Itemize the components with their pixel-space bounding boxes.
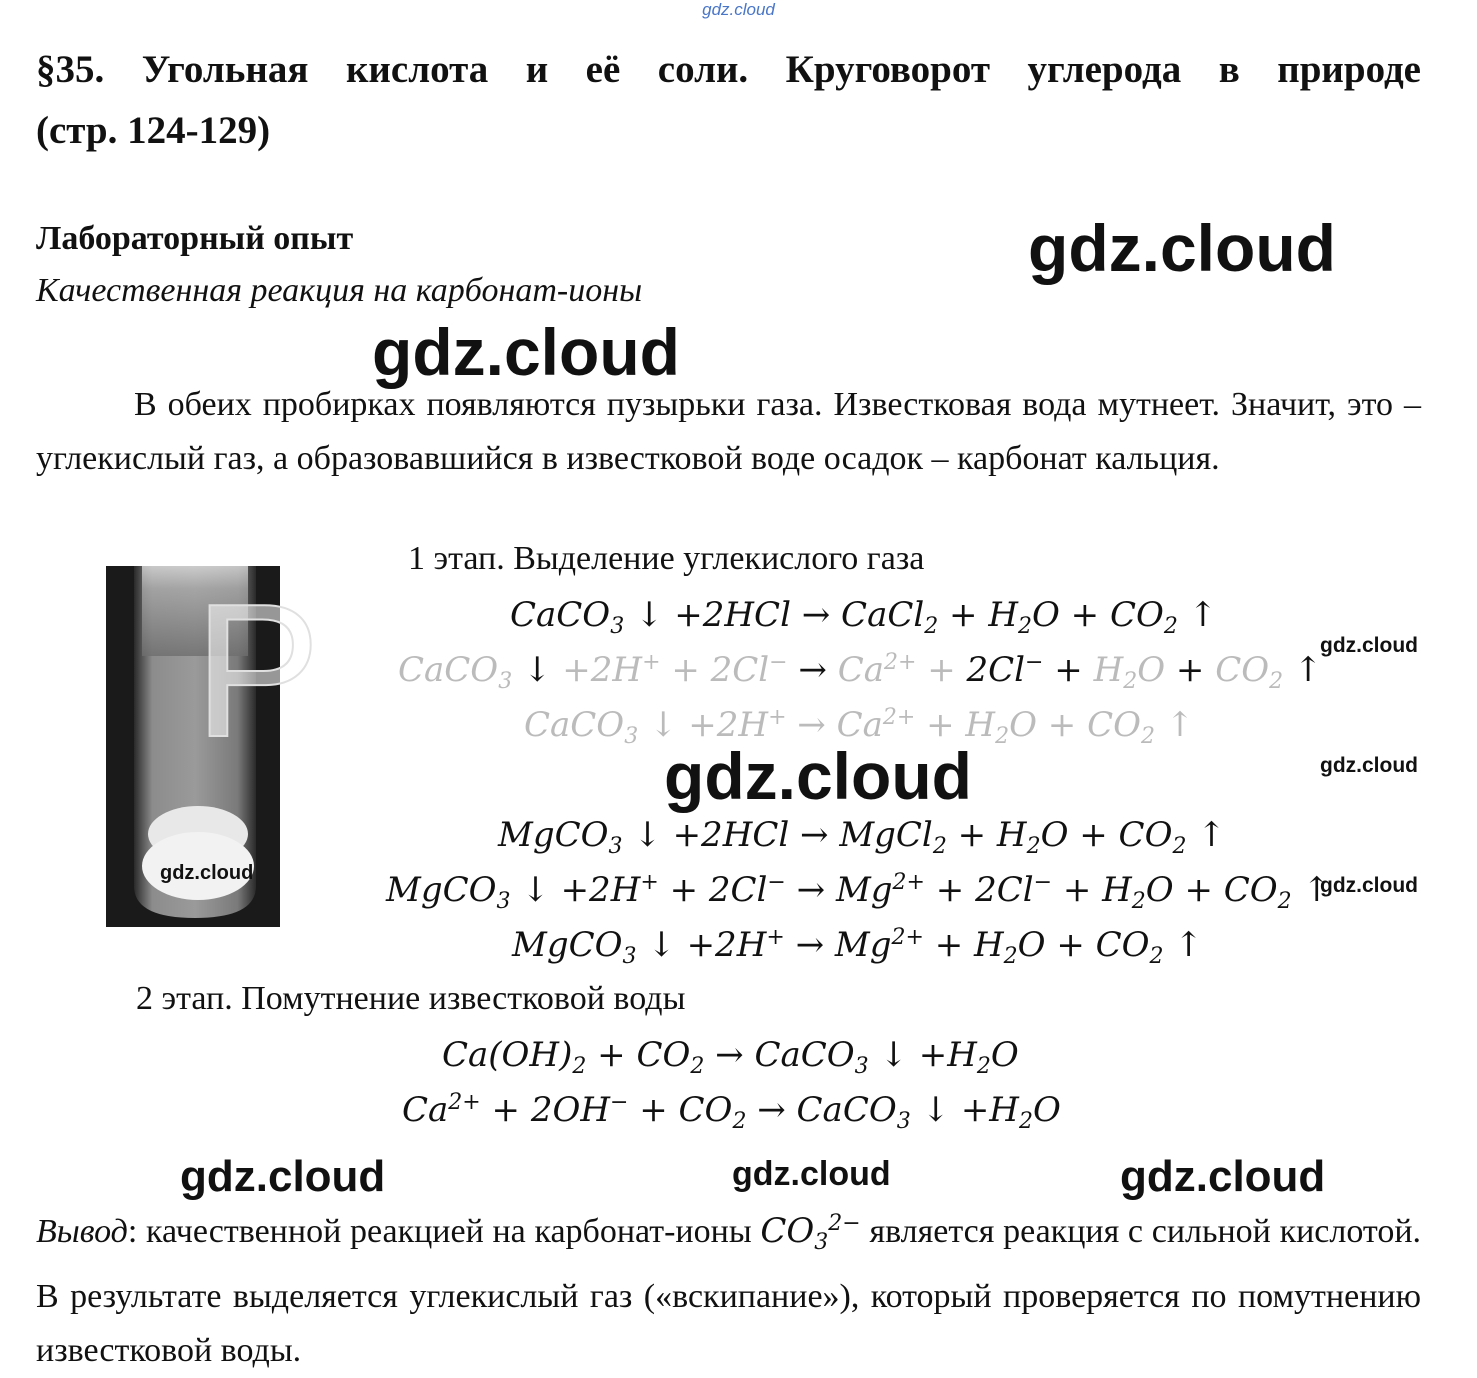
lab-subheading: Качественная реакция на карбонат-ионы: [36, 272, 643, 309]
conclusion-paragraph: [36, 1197, 1421, 1378]
equation-caco3-short-ionic: CaCO$_3$ ↓ $+2H^+ \to Ca^{2+} + H_2O + CO_2$ ↑: [524, 705, 1195, 749]
equation-limewater-molecular: $Ca(OH)_2 + CO_2$ → CaCO$_3$ ↓ $+H_2O$: [442, 1035, 1019, 1079]
watermark-small: gdz.cloud: [1320, 874, 1418, 897]
watermark-medium: gdz.cloud: [1120, 1152, 1326, 1201]
page-title-pages: (стр. 124-129): [36, 109, 271, 152]
conclusion-text-end: является реакция с сильной кислотой. В результате выделяется углекислый газ («вскипание»), который проверяется по помутнению известковой воды.: [36, 1213, 1422, 1369]
conclusion-text-start: : качественной реакцией на карбонат-ионы: [127, 1213, 752, 1250]
overlay-letter: P: [194, 565, 321, 777]
lab-heading: Лабораторный опыт: [36, 220, 354, 257]
top-watermark: gdz.cloud: [702, 0, 775, 19]
equation-caco3-molecular: CaCO$_3$ ↓ +2HCl → CaCl$_2$ + $H_2O + CO_2$ ↑: [510, 595, 1218, 639]
page-title: §35. Угольная кислота и её соли. Круговорот углерода в природе: [36, 48, 1421, 91]
equation-caco3-full-ionic: CaCO$_3$ ↓ $+2H^+ + 2Cl^- \to Ca^{2+} + 2Cl^- + H_2O + CO_2$ ↑: [398, 650, 1323, 694]
equation-mgco3-short-ionic: MgCO$_3$ ↓ $+2H^+ \to Mg^{2+} + H_2O + CO_2$ ↑: [512, 925, 1203, 969]
equation-limewater-ionic: $Ca^{2+} + 2OH^- + CO_2$ → CaCO$_3$ ↓ $+H_2O$: [402, 1090, 1061, 1134]
watermark-big: gdz.cloud: [664, 739, 972, 813]
conclusion-label: Вывод: [36, 1213, 128, 1250]
equation-mgco3-molecular: MgCO$_3$ ↓ +2HCl → MgCl$_2$ + $H_2O + CO_2$ ↑: [498, 815, 1226, 859]
observation-paragraph: [36, 378, 1421, 486]
carbonate-ion-formula: $CO_3^{2-}$: [760, 1211, 861, 1255]
photo-watermark: gdz.cloud: [160, 862, 254, 884]
watermark-big: gdz.cloud: [1028, 211, 1336, 285]
watermark-small: gdz.cloud: [1320, 754, 1418, 777]
observation-text: В обеих пробирках появляются пузырьки газа. Известковая вода мутнеет. Значит, это – углекислый газ, а образовавшийся в известковой воде осадок – карбонат кальция.: [36, 386, 1421, 477]
watermark-small: gdz.cloud: [1320, 634, 1418, 657]
stage1-label: 1 этап. Выделение углекислого газа: [408, 540, 925, 577]
test-tube-photo: [106, 565, 321, 927]
watermark-big: gdz.cloud: [372, 315, 680, 389]
watermark-medium: gdz.cloud: [180, 1152, 386, 1201]
watermark-medium: gdz.cloud: [732, 1155, 891, 1193]
equation-mgco3-full-ionic: MgCO$_3$ ↓ $+2H^+ + 2Cl^- \to Mg^{2+} + 2Cl^- + H_2O + CO_2$ ↑: [386, 870, 1331, 914]
stage2-label: 2 этап. Помутнение известковой воды: [136, 980, 686, 1017]
